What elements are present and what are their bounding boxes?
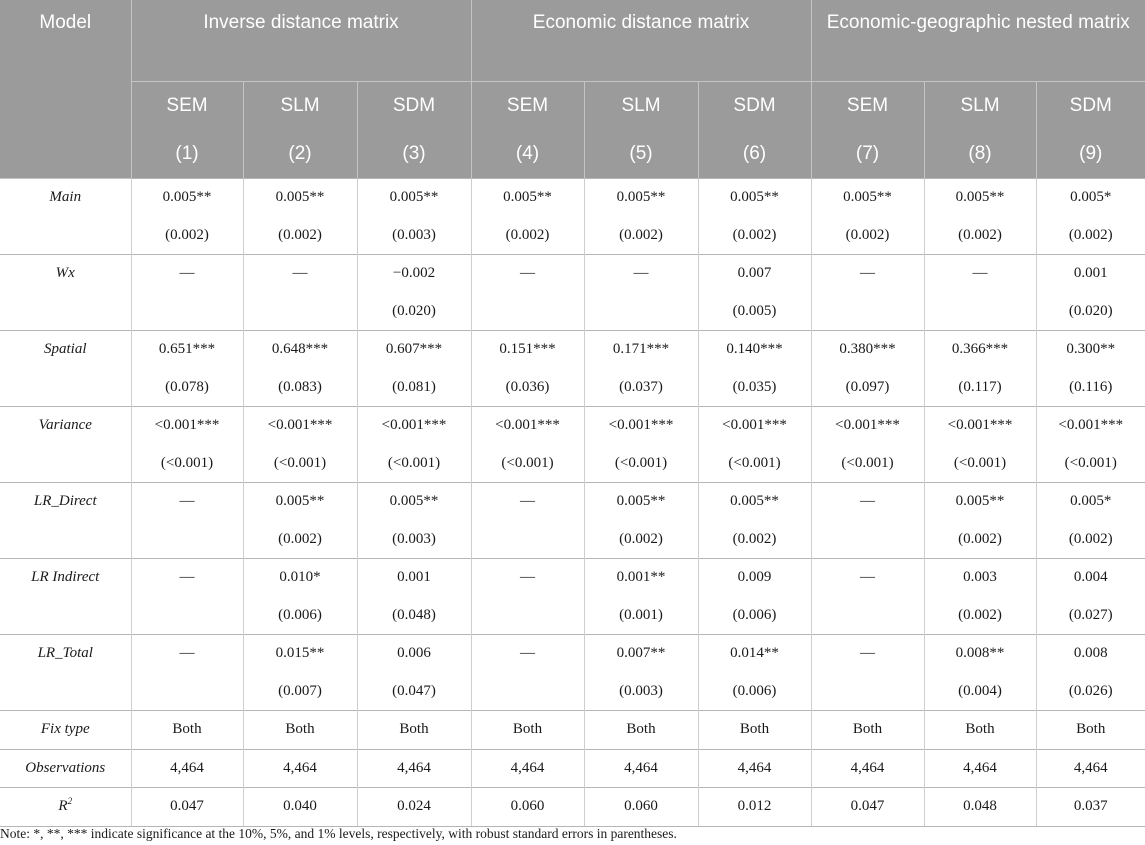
- std-error-cell: [811, 597, 924, 635]
- std-error-cell: (0.005): [698, 293, 811, 331]
- std-error-cell: (0.006): [698, 597, 811, 635]
- std-error-cell: (0.007): [243, 673, 357, 711]
- coefficient-cell: 0.007**: [584, 635, 698, 673]
- superscript: 2: [67, 796, 73, 807]
- std-error-cell: (0.081): [357, 369, 471, 407]
- model-type-header: SDM: [357, 82, 471, 131]
- std-error-cell: (0.004): [924, 673, 1036, 711]
- value-cell: 4,464: [698, 749, 811, 788]
- coefficient-cell: <0.001***: [698, 407, 811, 445]
- std-error-cell: (<0.001): [584, 445, 698, 483]
- std-error-cell: [471, 521, 584, 559]
- value-cell: 0.024: [357, 788, 471, 827]
- std-error-cell: [584, 293, 698, 331]
- table-row-variance-std-error: [0, 445, 1145, 483]
- coefficient-cell: 0.005**: [584, 483, 698, 521]
- model-type-header: SLM: [243, 82, 357, 131]
- row-label-spatial: Spatial: [0, 331, 131, 407]
- std-error-cell: (0.002): [243, 217, 357, 255]
- std-error-cell: (<0.001): [131, 445, 243, 483]
- coefficient-cell: <0.001***: [811, 407, 924, 445]
- value-cell: 0.040: [243, 788, 357, 827]
- row-label-r: [0, 788, 131, 827]
- row-label-fix-type: [0, 711, 131, 750]
- table-row-r: [0, 788, 1145, 827]
- row-label-text: R: [58, 798, 68, 815]
- std-error-cell: (0.036): [471, 369, 584, 407]
- std-error-cell: (0.002): [698, 217, 811, 255]
- coefficient-cell: <0.001***: [471, 407, 584, 445]
- value-cell: 4,464: [584, 749, 698, 788]
- std-error-cell: (0.002): [924, 217, 1036, 255]
- table-row-lr-direct-coefficient: [0, 483, 1145, 521]
- coefficient-cell: 0.004: [1036, 559, 1145, 597]
- std-error-cell: (0.002): [131, 217, 243, 255]
- coefficient-cell: —: [584, 255, 698, 293]
- coefficient-cell: 0.005**: [471, 179, 584, 217]
- column-number-header: (2): [243, 130, 357, 179]
- table-row-lr-total-coefficient: [0, 635, 1145, 673]
- value-cell: 0.047: [811, 788, 924, 827]
- column-number-row: [0, 130, 1145, 179]
- std-error-cell: (0.002): [698, 521, 811, 559]
- table-row-variance-coefficient: [0, 407, 1145, 445]
- value-cell: Both: [1036, 711, 1145, 750]
- value-cell: Both: [584, 711, 698, 750]
- std-error-cell: [811, 521, 924, 559]
- coefficient-cell: 0.001**: [584, 559, 698, 597]
- coefficient-cell: 0.001: [357, 559, 471, 597]
- coefficient-cell: 0.005**: [131, 179, 243, 217]
- std-error-cell: (<0.001): [243, 445, 357, 483]
- column-number-header: (5): [584, 130, 698, 179]
- value-cell: Both: [131, 711, 243, 750]
- value-cell: 4,464: [131, 749, 243, 788]
- coefficient-cell: 0.009: [698, 559, 811, 597]
- model-type-header: SLM: [924, 82, 1036, 131]
- value-cell: 4,464: [811, 749, 924, 788]
- coefficient-cell: 0.001: [1036, 255, 1145, 293]
- coefficient-cell: 0.014**: [698, 635, 811, 673]
- table-row-main-coefficient: [0, 179, 1145, 217]
- row-label-lr-indirect: LR Indirect: [0, 559, 131, 635]
- value-cell: 0.048: [924, 788, 1036, 827]
- model-header: Model: [0, 0, 131, 179]
- value-cell: Both: [924, 711, 1036, 750]
- std-error-cell: (0.116): [1069, 378, 1113, 395]
- std-error-cell: (0.026): [1068, 682, 1113, 699]
- value-cell: Both: [811, 711, 924, 750]
- coefficient-cell: 0.005**: [924, 179, 1036, 217]
- column-number-header: (6): [698, 130, 811, 179]
- value-cell: Both: [357, 711, 471, 750]
- column-number-header: (1): [131, 130, 243, 179]
- coefficient-cell: 0.171***: [584, 331, 698, 369]
- value-cell: Both: [471, 711, 584, 750]
- std-error-cell: (0.048): [357, 597, 471, 635]
- table-row-lr-total-std-error: [0, 673, 1145, 711]
- std-error-cell: [811, 293, 924, 331]
- coefficient-cell: 0.006: [357, 635, 471, 673]
- std-error-cell: (0.002): [811, 217, 924, 255]
- table-row-spatial-std-error: [0, 369, 1145, 407]
- value-cell: 4,464: [471, 749, 584, 788]
- std-error-cell: (0.083): [243, 369, 357, 407]
- std-error-cell: (0.002): [584, 521, 698, 559]
- std-error-cell: [471, 293, 584, 331]
- coefficient-cell: 0.005*: [1036, 483, 1145, 521]
- table-row-lr-indirect-std-error: [0, 597, 1145, 635]
- coefficient-cell: 0.648***: [243, 331, 357, 369]
- value-cell: 4,464: [1036, 749, 1145, 788]
- coefficient-cell: —: [243, 255, 357, 293]
- std-error-cell: (0.097): [811, 369, 924, 407]
- coefficient-cell: 0.008: [1036, 635, 1145, 673]
- std-error-cell: (0.035): [698, 369, 811, 407]
- column-number-header: (9): [1036, 130, 1145, 179]
- std-error-cell: (0.006): [243, 597, 357, 635]
- std-error-cell: (0.027): [1068, 606, 1113, 623]
- coefficient-cell: <0.001***: [584, 407, 698, 445]
- table-header: [0, 0, 1145, 179]
- std-error-cell: (0.002): [924, 597, 1036, 635]
- coefficient-cell: —: [924, 255, 1036, 293]
- row-label-main: Main: [0, 179, 131, 255]
- row-label-text: Observations: [25, 759, 106, 776]
- coefficient-cell: 0.300**: [1036, 331, 1145, 369]
- std-error-cell: [243, 293, 357, 331]
- std-error-cell: (<0.001): [357, 445, 471, 483]
- std-error-cell: (0.047): [357, 673, 471, 711]
- coefficient-cell: 0.005**: [924, 483, 1036, 521]
- coefficient-cell: 0.005**: [243, 483, 357, 521]
- coefficient-cell: 0.005*: [1036, 179, 1145, 217]
- std-error-cell: [131, 673, 243, 711]
- std-error-cell: (<0.001): [698, 445, 811, 483]
- coefficient-cell: 0.005**: [698, 179, 811, 217]
- coefficient-cell: 0.005**: [811, 179, 924, 217]
- model-type-header: SEM: [811, 82, 924, 131]
- value-cell: Both: [243, 711, 357, 750]
- std-error-cell: (0.117): [924, 369, 1036, 407]
- std-error-cell: (0.002): [584, 217, 698, 255]
- model-type-header: SEM: [131, 82, 243, 131]
- table-body: [0, 179, 1145, 827]
- coefficient-cell: 0.007: [698, 255, 811, 293]
- table-row-wx-coefficient: [0, 255, 1145, 293]
- table-row-spatial-coefficient: [0, 331, 1145, 369]
- std-error-cell: [471, 673, 584, 711]
- model-type-header: SLM: [584, 82, 698, 131]
- coefficient-cell: 0.005**: [698, 483, 811, 521]
- coefficient-cell: <0.001***: [131, 407, 243, 445]
- coefficient-cell: 0.380***: [811, 331, 924, 369]
- std-error-cell: (<0.001): [471, 445, 584, 483]
- value-cell: 0.037: [1036, 788, 1145, 827]
- table-row-fix-type: [0, 711, 1145, 750]
- coefficient-cell: —: [471, 559, 584, 597]
- row-label-text: Fix type: [40, 721, 90, 738]
- std-error-cell: (<0.001): [811, 445, 924, 483]
- std-error-cell: (0.002): [243, 521, 357, 559]
- model-type-row: [0, 82, 1145, 131]
- std-error-cell: (0.078): [131, 369, 243, 407]
- value-cell: Both: [698, 711, 811, 750]
- coefficient-cell: —: [811, 255, 924, 293]
- std-error-cell: (0.002): [1068, 226, 1113, 243]
- coefficient-cell: 0.005**: [357, 483, 471, 521]
- row-label-lr-total: LR_Total: [0, 635, 131, 711]
- value-cell: 0.047: [131, 788, 243, 827]
- group-header-economic-geographic: Economic-geographic nested matrix: [811, 0, 1145, 82]
- model-type-header: SEM: [471, 82, 584, 131]
- row-label-observations: [0, 749, 131, 788]
- coefficient-cell: 0.607***: [357, 331, 471, 369]
- coefficient-cell: —: [131, 483, 243, 521]
- value-cell: 0.012: [698, 788, 811, 827]
- table-note: Note: *, **, *** indicate significance at the 10%, 5%, and 1% levels, respectively, with robust standard errors in parentheses.: [0, 826, 677, 841]
- coefficient-cell: 0.366***: [924, 331, 1036, 369]
- value-cell: 0.060: [471, 788, 584, 827]
- std-error-cell: (0.002): [924, 521, 1036, 559]
- model-type-header: SDM: [698, 82, 811, 131]
- group-header-inverse-distance: Inverse distance matrix: [131, 0, 471, 82]
- coefficient-cell: <0.001***: [243, 407, 357, 445]
- coefficient-cell: 0.005**: [584, 179, 698, 217]
- coefficient-cell: 0.010*: [243, 559, 357, 597]
- value-cell: 4,464: [924, 749, 1036, 788]
- table-row-wx-std-error: [0, 293, 1145, 331]
- coefficient-cell: <0.001***: [1036, 407, 1145, 445]
- std-error-cell: (0.002): [471, 217, 584, 255]
- coefficient-cell: —: [471, 483, 584, 521]
- std-error-cell: (0.003): [584, 673, 698, 711]
- coefficient-cell: −0.002: [357, 255, 471, 293]
- std-error-cell: (0.020): [1068, 302, 1113, 319]
- coefficient-cell: —: [471, 635, 584, 673]
- coefficient-cell: —: [471, 255, 584, 293]
- std-error-cell: (0.002): [1068, 530, 1113, 547]
- table-row-observations: [0, 749, 1145, 788]
- model-type-header: SDM: [1036, 82, 1145, 131]
- std-error-cell: (0.003): [357, 521, 471, 559]
- coefficient-cell: 0.003: [924, 559, 1036, 597]
- coefficient-cell: —: [131, 255, 243, 293]
- std-error-cell: (0.001): [584, 597, 698, 635]
- column-number-header: (7): [811, 130, 924, 179]
- std-error-cell: [131, 597, 243, 635]
- column-number-header: (3): [357, 130, 471, 179]
- coefficient-cell: —: [811, 559, 924, 597]
- std-error-cell: [131, 293, 243, 331]
- std-error-cell: [811, 673, 924, 711]
- table-row-lr-direct-std-error: [0, 521, 1145, 559]
- coefficient-cell: —: [131, 559, 243, 597]
- group-header-economic-distance: Economic distance matrix: [471, 0, 811, 82]
- coefficient-cell: <0.001***: [924, 407, 1036, 445]
- std-error-cell: (<0.001): [1064, 454, 1117, 471]
- table-row-main-std-error: [0, 217, 1145, 255]
- coefficient-cell: 0.005**: [243, 179, 357, 217]
- value-cell: 4,464: [243, 749, 357, 788]
- std-error-cell: [924, 293, 1036, 331]
- coefficient-cell: 0.015**: [243, 635, 357, 673]
- coefficient-cell: —: [811, 483, 924, 521]
- std-error-cell: (0.003): [357, 217, 471, 255]
- coefficient-cell: —: [131, 635, 243, 673]
- std-error-cell: [131, 521, 243, 559]
- coefficient-cell: 0.140***: [698, 331, 811, 369]
- row-label-wx: Wx: [0, 255, 131, 331]
- std-error-cell: [471, 597, 584, 635]
- std-error-cell: (0.006): [698, 673, 811, 711]
- coefficient-cell: —: [811, 635, 924, 673]
- value-cell: 4,464: [357, 749, 471, 788]
- std-error-cell: (<0.001): [924, 445, 1036, 483]
- coefficient-cell: 0.651***: [131, 331, 243, 369]
- row-label-lr-direct: LR_Direct: [0, 483, 131, 559]
- coefficient-cell: <0.001***: [357, 407, 471, 445]
- column-number-header: (4): [471, 130, 584, 179]
- row-label-variance: Variance: [0, 407, 131, 483]
- column-number-header: (8): [924, 130, 1036, 179]
- coefficient-cell: 0.008**: [924, 635, 1036, 673]
- std-error-cell: (0.037): [584, 369, 698, 407]
- std-error-cell: (0.020): [357, 293, 471, 331]
- coefficient-cell: 0.151***: [471, 331, 584, 369]
- value-cell: 0.060: [584, 788, 698, 827]
- table-row-lr-indirect-coefficient: [0, 559, 1145, 597]
- coefficient-cell: 0.005**: [357, 179, 471, 217]
